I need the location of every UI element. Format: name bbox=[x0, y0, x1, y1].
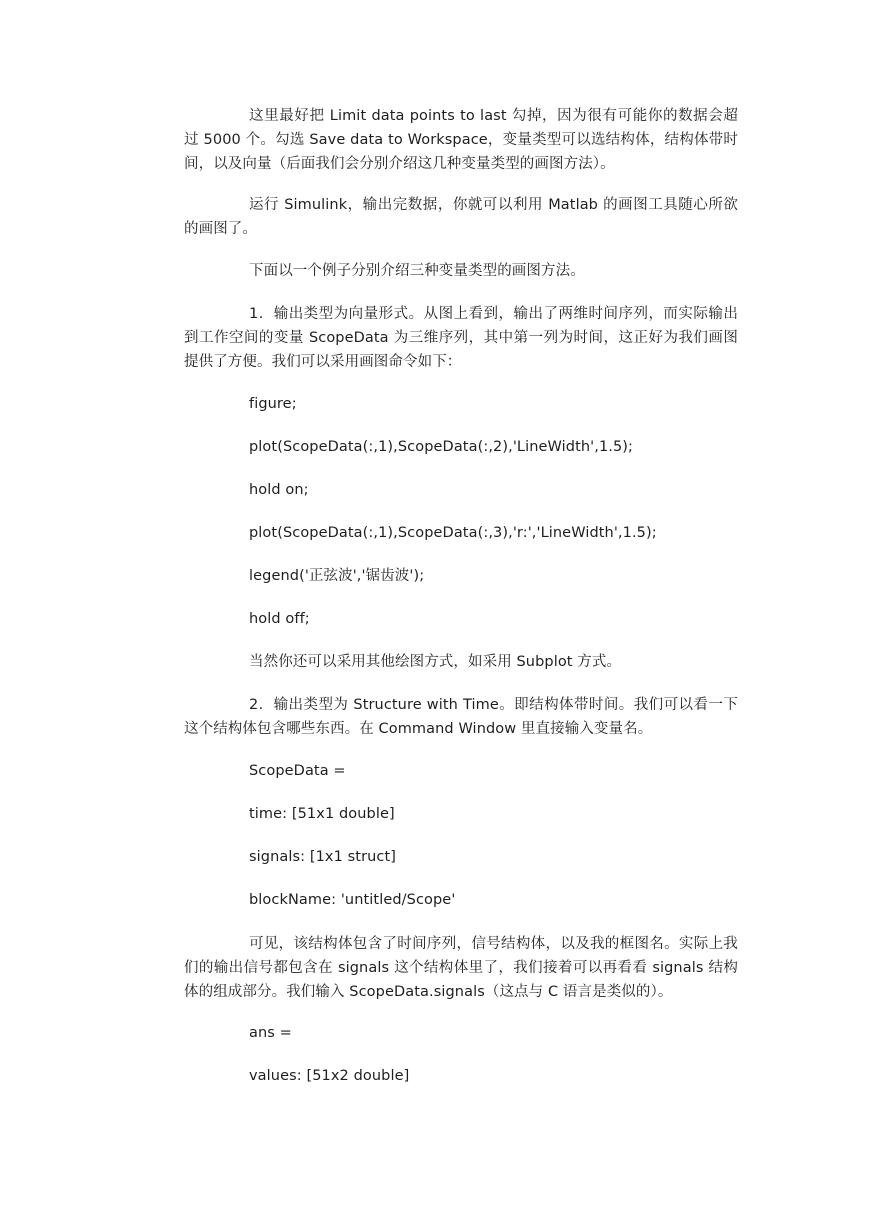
code-line-plot-first: plot(ScopeData(:,1),ScopeData(:,2),'LineWidth',1.5); bbox=[249, 439, 634, 455]
code-line-time: time: [51x1 double] bbox=[249, 806, 395, 822]
code-line-hold-on: hold on; bbox=[249, 482, 309, 498]
paragraph-run-simulink: 运行 Simulink，输出完数据，你就可以利用 Matlab 的画图工具随心所欲的画图了。 bbox=[184, 197, 738, 237]
paragraph-vector-output: 1．输出类型为向量形式。从图上看到，输出了两维时间序列，而实际输出到工作空间的变量 ScopeData 为三维序列，其中第一列为时间，这正好为我们画图提供了方便。我们可以采用画图命令如下： bbox=[184, 306, 738, 370]
code-line-legend: legend('正弦波','锯齿波'); bbox=[249, 568, 425, 584]
code-line-scopedata: ScopeData = bbox=[249, 763, 346, 779]
code-line-ans: ans = bbox=[249, 1025, 292, 1041]
code-line-plot-second: plot(ScopeData(:,1),ScopeData(:,3),'r:','LineWidth',1.5); bbox=[249, 525, 657, 541]
code-line-signals: signals: [1x1 struct] bbox=[249, 849, 397, 865]
paragraph-limit-data-points: 这里最好把 Limit data points to last 勾掉，因为很有可能你的数据会超过 5000 个。勾选 Save data to Workspace，变量类型可以选结构体，结构体带时间，以及向量（后面我们会分别介绍这几种变量类型的画图方法）。 bbox=[184, 108, 738, 172]
code-line-hold-off: hold off; bbox=[249, 611, 310, 627]
paragraph-subplot-note: 当然你还可以采用其他绘图方式，如采用 Subplot 方式。 bbox=[249, 654, 622, 670]
paragraph-structure-explained: 可见，该结构体包含了时间序列，信号结构体，以及我的框图名。实际上我们的输出信号都包含在 signals 这个结构体里了，我们接着可以再看看 signals 结构体的组成部分。我们输入 ScopeData.signals（这点与 C 语言是类似的）。 bbox=[184, 936, 738, 1000]
code-line-figure: figure; bbox=[249, 396, 297, 412]
code-line-values: values: [51x2 double] bbox=[249, 1068, 410, 1084]
paragraph-structure-with-time: 2．输出类型为 Structure with Time。即结构体带时间。我们可以看一下这个结构体包含哪些东西。在 Command Window 里直接输入变量名。 bbox=[184, 697, 738, 737]
paragraph-example-intro: 下面以一个例子分别介绍三种变量类型的画图方法。 bbox=[249, 263, 585, 279]
code-line-blockname: blockName: 'untitled/Scope' bbox=[249, 892, 456, 908]
